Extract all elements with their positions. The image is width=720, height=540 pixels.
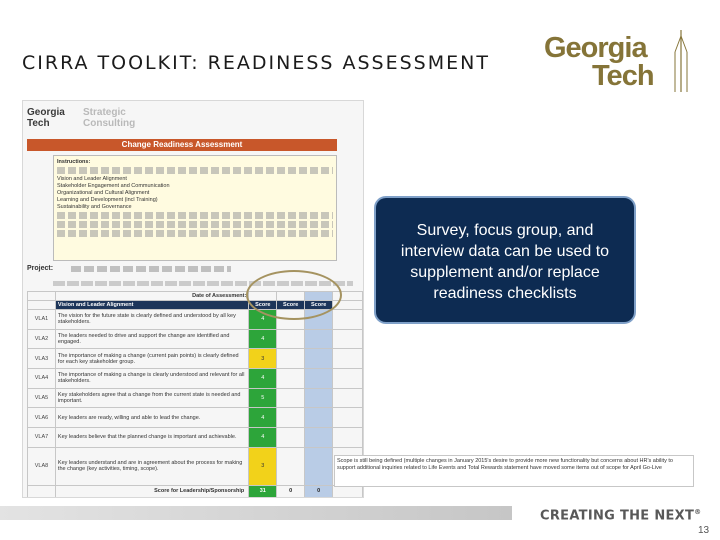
callout-box: Survey, focus group, and interview data can be used to supplement and/or replace readiness checklists <box>374 196 636 324</box>
vla8-note: Scope is still being defined (multiple changes in January 2015's desire to provide more new functionality but concerns about HR's ability to support additional inquiries related to Life Events and Total Rewards statement have moved some items out of scope for April Go-Live <box>334 455 694 487</box>
slide-title: CIRRA TOOLKIT: READINESS ASSESSMENT <box>22 52 490 74</box>
table-row: VLA7 Key leaders believe that the planned change is important and achievable. 4 <box>28 428 363 448</box>
sheet-banner: Change Readiness Assessment <box>27 139 337 151</box>
table-row: VLA3 The importance of making a change (current pain points) is clearly defined for each key stakeholder group. 3 <box>28 349 363 369</box>
table-header-row: Vision and Leader Alignment Score Score Score <box>28 301 363 310</box>
tech-tower-icon <box>672 30 690 92</box>
table-row: VLA6 Key leaders are ready, willing and able to lead the change. 4 <box>28 408 363 428</box>
footer-bar <box>0 506 512 520</box>
sheet-logo-gt: Georgia Tech <box>27 107 65 129</box>
highlight-oval <box>246 270 342 320</box>
sheet-logo-consulting: Strategic Consulting <box>83 107 136 129</box>
sheet-project-label: Project: <box>27 265 54 272</box>
logo-word-tech: Tech <box>592 60 654 92</box>
table-row: VLA2 The leaders needed to drive and support the change are identified and engaged. 4 <box>28 329 363 349</box>
footer-tagline: CREATING THE NEXT® <box>540 508 702 524</box>
table-row: VLA5 Key stakeholders agree that a change from the current state is needed and important. 5 <box>28 388 363 408</box>
table-row: VLA1 The vision for the future state is clearly defined and understood by all key stakeholders. 4 <box>28 310 363 330</box>
table-row: VLA8 Key leaders understand and are in agreement about the process for making the change (key activities, timing, scope). 3 <box>28 447 363 485</box>
page-number: 13 <box>698 525 710 536</box>
georgia-tech-logo <box>540 30 695 92</box>
table-date-row: Date of Assessment: <box>28 292 363 301</box>
table-row: VLA4 The importance of making a change is clearly understood and relevant for all stakeholders. 4 <box>28 369 363 389</box>
table-score-row: Score for Leadership/Sponsorship 31 0 0 <box>28 485 363 497</box>
sheet-instructions: Instructions: Vision and Leader Alignment Stakeholder Engagement and Communication Organizational and Cultural Alignment Learning and Development (incl Training) Sustainability and Governance <box>53 155 337 261</box>
assessment-table <box>27 291 363 498</box>
logo-word-georgia: Georgia <box>544 32 647 64</box>
